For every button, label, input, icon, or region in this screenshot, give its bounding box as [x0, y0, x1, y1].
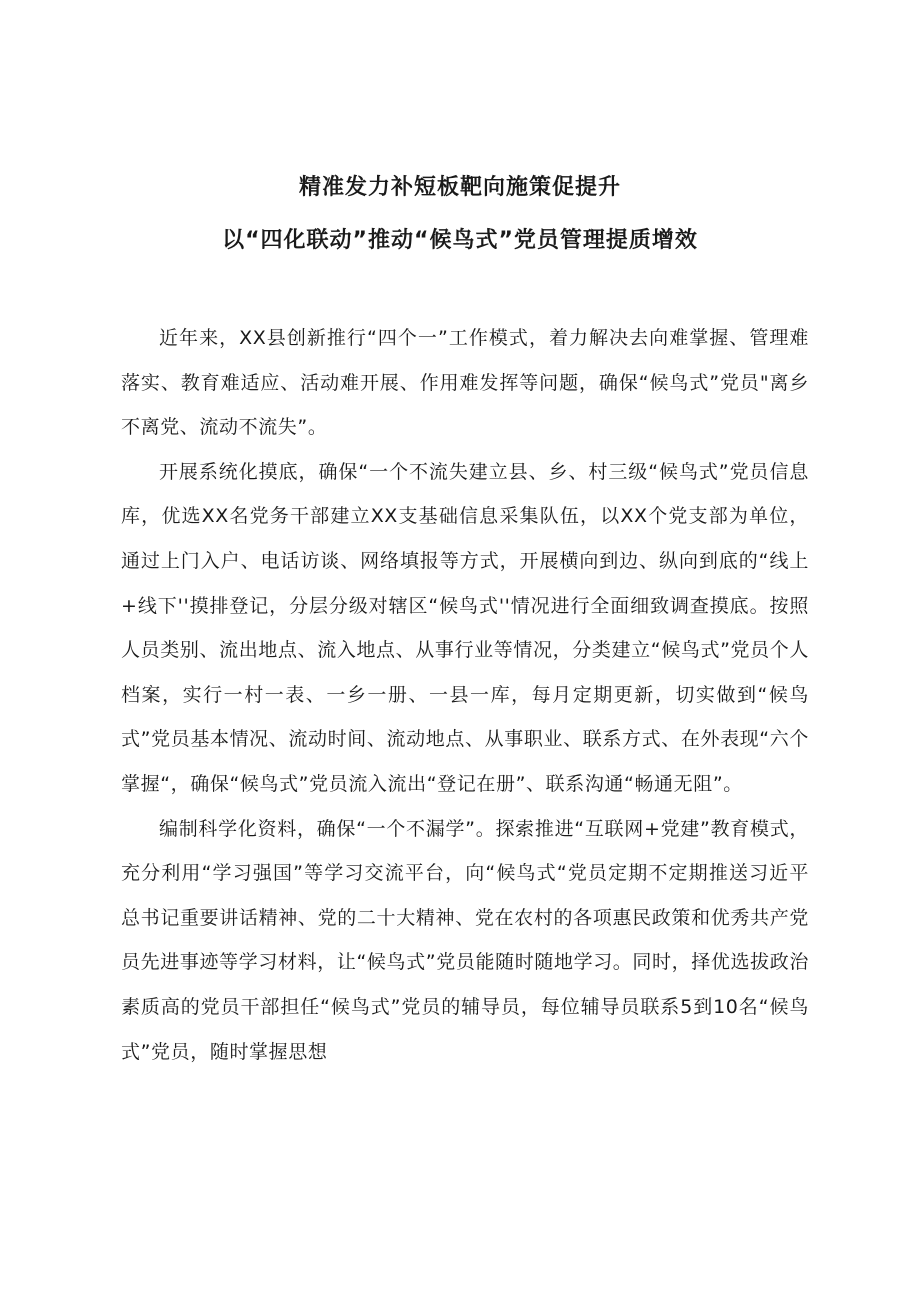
document-title-line-1: 精准发力补短板靶向施策促提升 — [298, 175, 621, 200]
document-title-line-2: 以“四化联动”推动“候鸟式”党员管理提质增效 — [222, 228, 698, 253]
body-paragraph-intro: 近年来，XX县创新推行“四个一”工作模式，着力解决去向难掌握、管理难落实、教育难适应、活动难开展、作用难发挥等问题，确保“候鸟式”党员"离乡不离党、流动不流失”。 — [121, 327, 809, 439]
document-body — [121, 316, 809, 1074]
body-paragraph-education: 编制科学化资料，确保“一个不漏学”。探索推进“互联网+党建”教育模式，充分利用“学习强国”等学习交流平台，向“候鸟式“党员定期不定期推送习近平总书记重要讲话精神、党的二十大精神、党在农村的各项惠民政策和优秀共产党员先进事迹等学习材料，让“候鸟式”党员能随时随地学习。同时，择优选拔政治素质高的党员干部担任“候鸟式”党员的辅导员，每位辅导员联系5到10名“候鸟式”党员，随时掌握思想 — [121, 817, 809, 1063]
body-paragraph-survey: 开展系统化摸底，确保“一个不流失建立县、乡、村三级“候鸟式”党员信息库，优选XX名党务干部建立XX支基础信息采集队伍，以XX个党支部为单位，通过上门入户、电话访谈、网络填报等方式，开展横向到边、纵向到底的“线上+线下''摸排登记，分层分级对辖区“候鸟式''情况进行全面细致调查摸底。按照人员类别、流出地点、流入地点、从事行业等情况，分类建立“候鸟式”党员个人档案，实行一村一表、一乡一册、一县一库，每月定期更新，切实做到“候鸟式”党员基本情况、流动时间、流动地点、从事职业、联系方式、在外表现“六个掌握“，确保“候鸟式”党员流入流出“登记在册”、联系沟通“畅通无阻”。 — [121, 460, 809, 795]
